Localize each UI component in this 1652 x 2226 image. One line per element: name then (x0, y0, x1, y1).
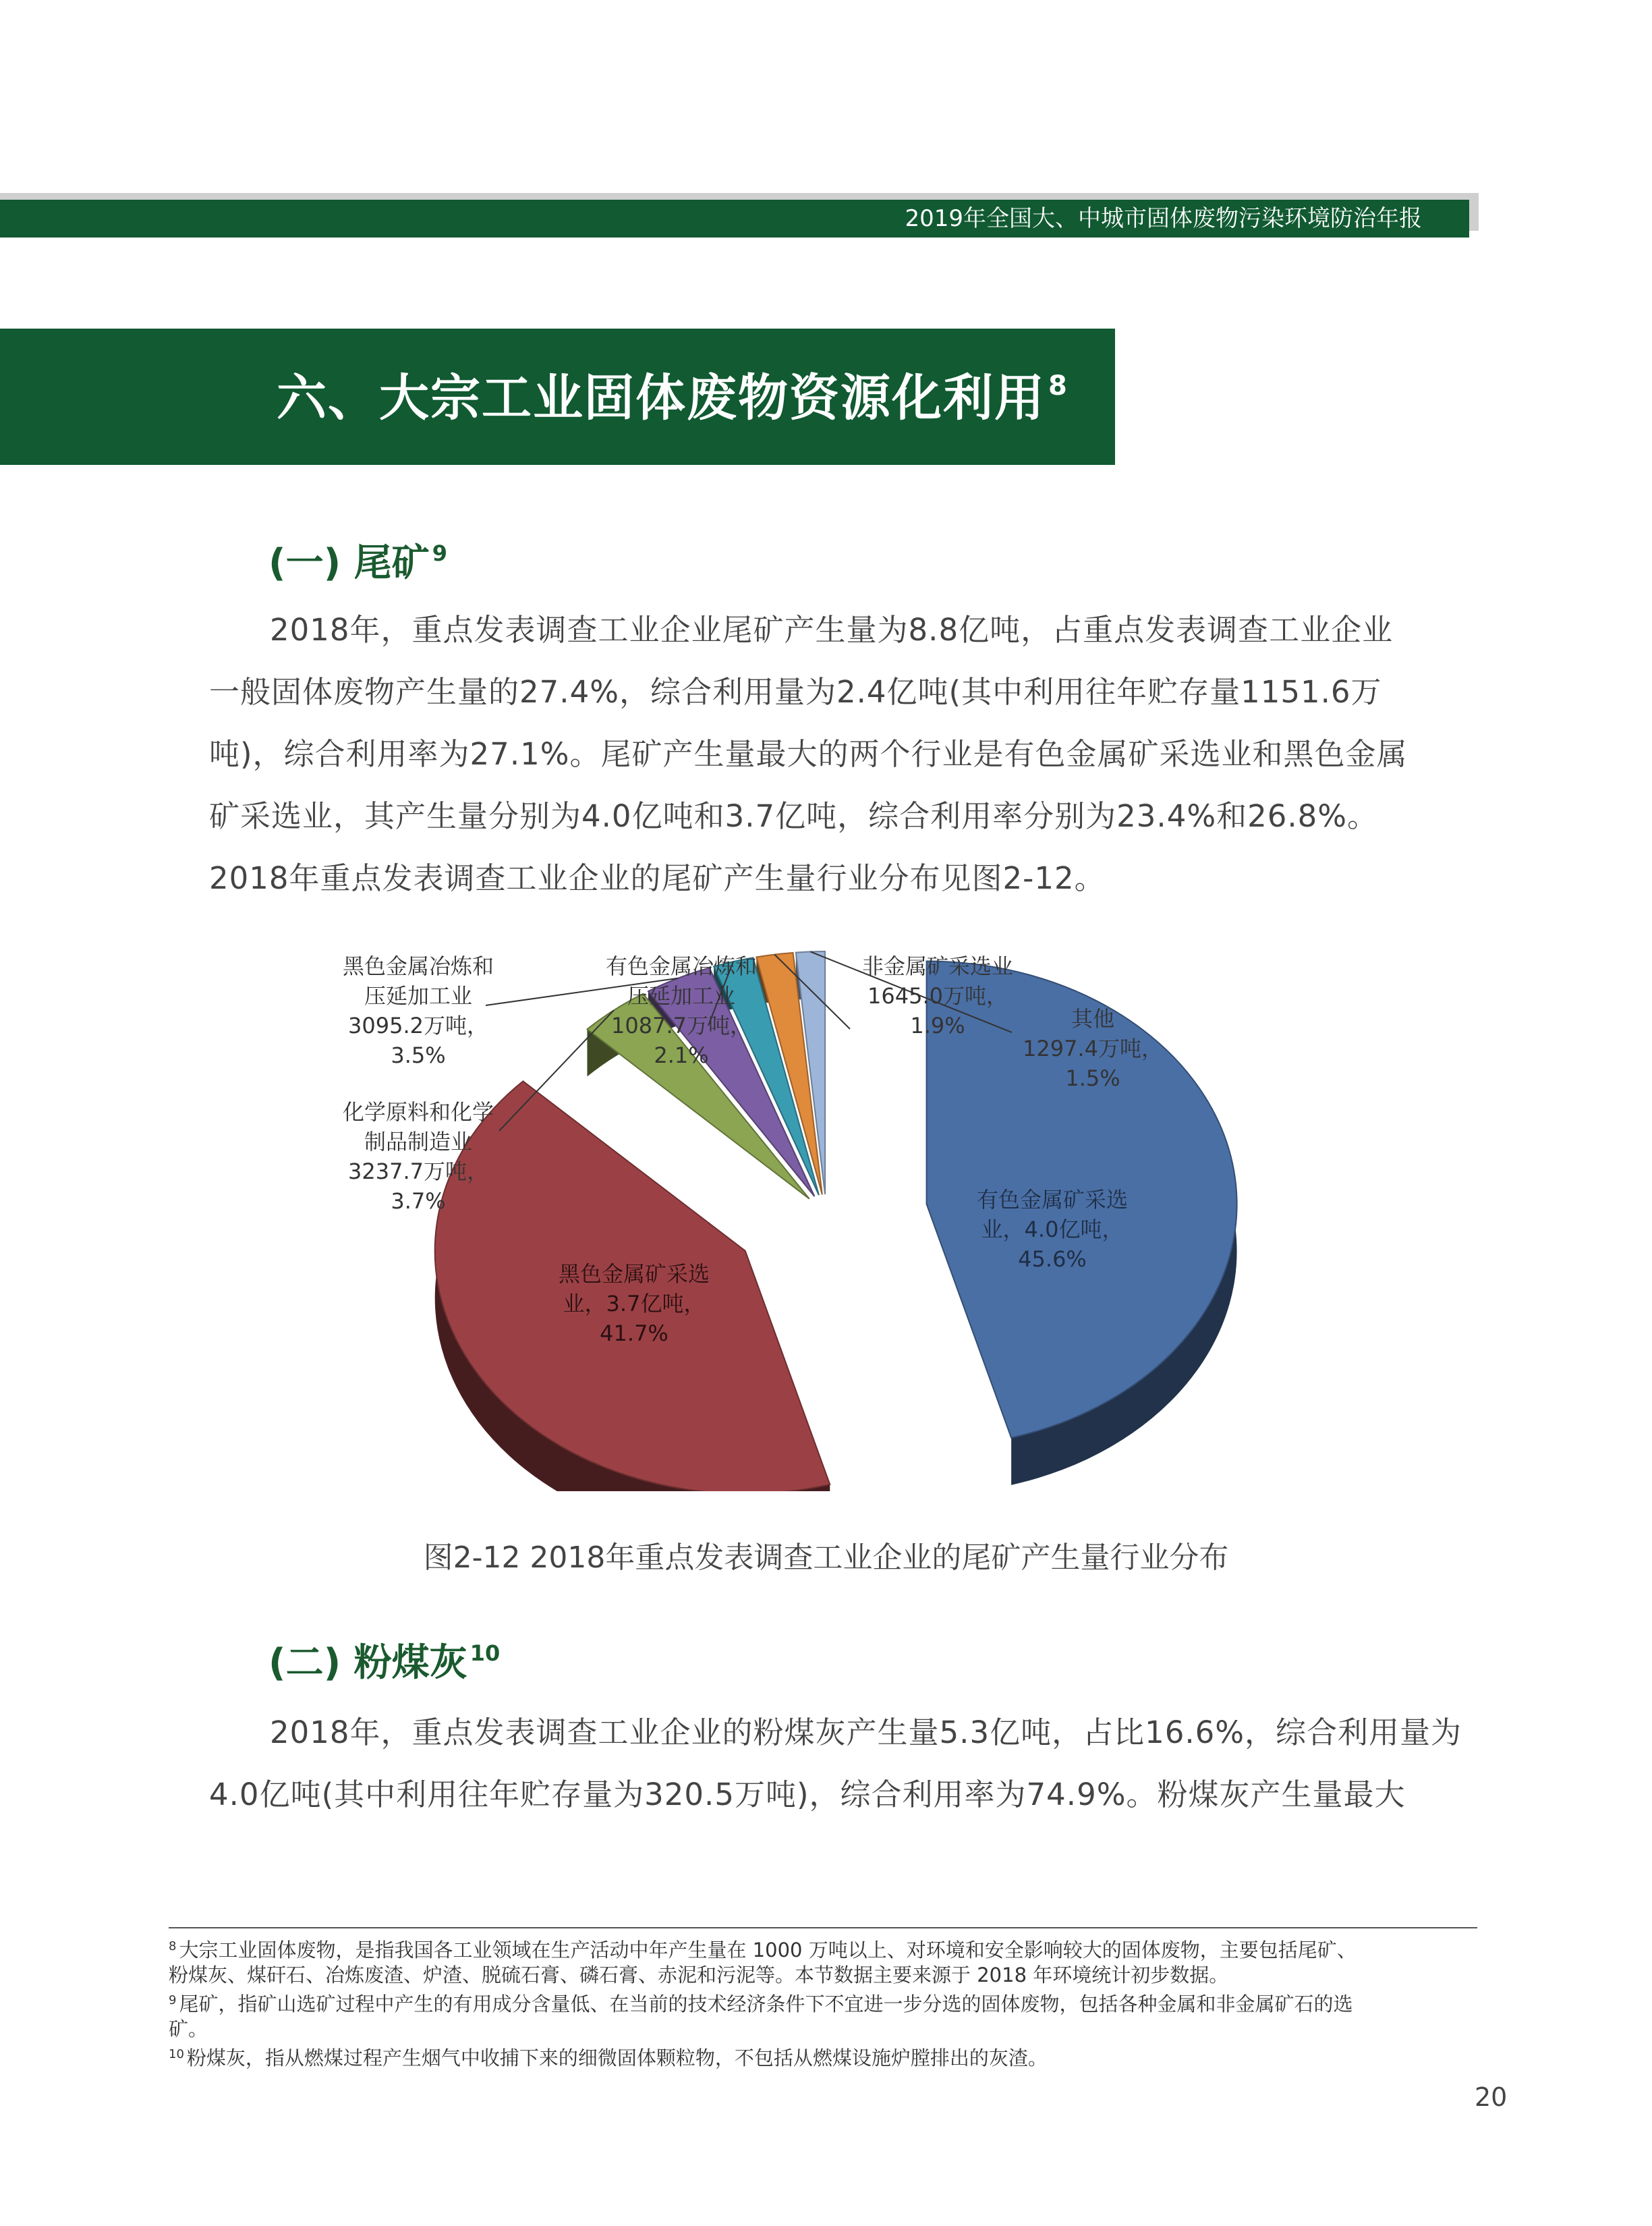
label-ferrous-smelting: 黑色金属冶炼和 压延加工业 3095.2万吨， 3.5% (342, 953, 494, 1068)
pie-chart-svg (0, 924, 1652, 1491)
paragraph-line: 一般固体废物产生量的27.4%，综合利用量为2.4亿吨(其中利用往年贮存量1151.6万 (209, 674, 1382, 710)
subsection-title-text: (一) 尾矿 (268, 541, 430, 585)
footnote-9 (169, 1988, 1484, 2017)
footnote-rule (169, 1927, 1477, 1928)
paragraph-tailings (209, 599, 1477, 910)
header-bar (0, 200, 1469, 238)
page-number: 20 (1475, 2082, 1508, 2112)
footnote-8-cont (169, 1963, 1484, 1988)
label-nonmetal-mining: 非金属矿采选业 1645.0万吨， 1.9% (861, 953, 1013, 1038)
subsection-title-text: (二) 粉煤灰 (268, 1641, 467, 1685)
paragraph-fly-ash (209, 1702, 1477, 1826)
footnotes (169, 1934, 1484, 2071)
label-nonferrous-mining: 有色金属矿采选 业，4.0亿吨， 45.6% (976, 1187, 1128, 1272)
label-other: 其他 1297.4万吨， 1.5% (1023, 1006, 1163, 1091)
subsection-title-tailings (268, 533, 447, 587)
figure-caption: 图2-12 2018年重点发表调查工业企业的尾矿产生量行业分布 (423, 1540, 1229, 1575)
section-title-text: 六、大宗工业固体废物资源化利用 (277, 369, 1046, 427)
paragraph-line: 2018年重点发表调查工业企业的尾矿产生量行业分布见图2-12。 (209, 860, 1106, 896)
footnote-9-cont (169, 2017, 1484, 2042)
section-banner (0, 329, 1115, 465)
section-title-note: 8 (1048, 370, 1069, 401)
pie-chart (0, 924, 1652, 1491)
report-title: 2019年全国大、中城市固体废物污染环境防治年报 (905, 205, 1422, 232)
subsection-note: 10 (469, 1640, 501, 1666)
footnote-text: 尾矿，指矿山选矿过程中产生的有用成分含量低、在当前的技术经济条件下不宜进一步分选的固体废物，包括各种金属和非金属矿石的选 (179, 1993, 1353, 2015)
subsection-title-fly-ash (268, 1633, 500, 1687)
footnote-10 (169, 2042, 1484, 2071)
paragraph-line: 4.0亿吨(其中利用往年贮存量为320.5万吨)，综合利用率为74.9%。粉煤灰产生量最大 (209, 1777, 1406, 1812)
paragraph-line: 吨)，综合利用率为27.1%。尾矿产生量最大的两个行业是有色金属矿采选业和黑色金属 (209, 736, 1408, 772)
paragraph-line: 2018年，重点发表调查工业企业的粉煤灰产生量5.3亿吨，占比16.6%，综合利用量为 (270, 1715, 1462, 1750)
section-title (277, 358, 1069, 430)
footnote-marker: 10 (169, 2047, 184, 2061)
footnote-8 (169, 1934, 1484, 1963)
footnote-text: 粉煤灰、煤矸石、冶炼废渣、炉渣、脱硫石膏、磷石膏、赤泥和污泥等。本节数据主要来源于 2018 年环境统计初步数据。 (169, 1964, 1229, 1986)
label-nonferrous-smelting: 有色金属冶炼和 压延加工业 1087.7万吨， 2.1% (605, 953, 757, 1068)
footnote-marker: 8 (169, 1939, 177, 1953)
paragraph-line: 矿采选业，其产生量分别为4.0亿吨和3.7亿吨，综合利用率分别为23.4%和26.8%。 (209, 798, 1379, 834)
label-ferrous-mining: 黑色金属矿采选 业，3.7亿吨， 41.7% (558, 1261, 710, 1346)
paragraph-line: 2018年，重点发表调查工业企业尾矿产生量为8.8亿吨，占重点发表调查工业企业 (270, 612, 1394, 648)
footnote-text: 矿。 (169, 2018, 208, 2040)
footnote-text: 大宗工业固体废物，是指我国各工业领域在生产活动中年产生量在 1000 万吨以上、对环境和安全影响较大的固体废物，主要包括尾矿、 (179, 1939, 1357, 1961)
footnote-text: 粉煤灰，指从燃煤过程产生烟气中收捕下来的细微固体颗粒物，不包括从燃煤设施炉膛排出的灰渣。 (186, 2047, 1048, 2069)
subsection-note: 9 (432, 540, 447, 566)
label-chemical: 化学原料和化学 制品制造业 3237.7万吨， 3.7% (342, 1099, 494, 1214)
footnote-marker: 9 (169, 1993, 177, 2007)
